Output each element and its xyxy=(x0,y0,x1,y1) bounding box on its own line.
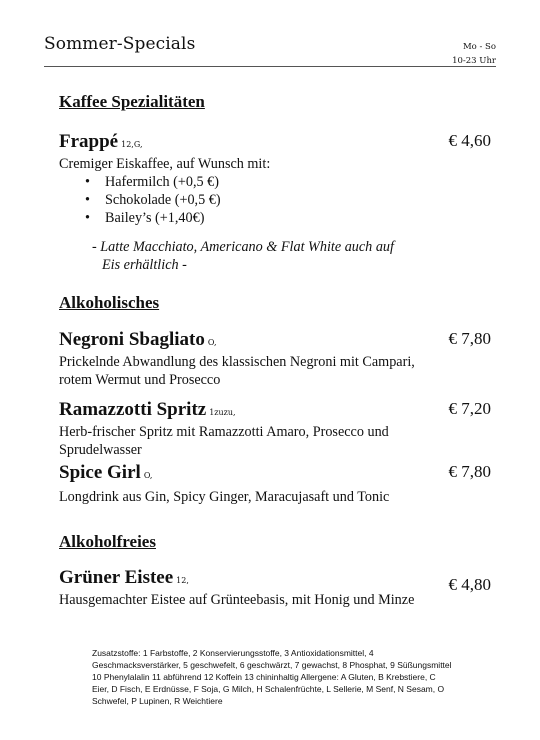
opening-days: Mo - So xyxy=(462,42,496,52)
header-divider xyxy=(44,66,496,67)
menu-item-spice-girl xyxy=(59,462,499,506)
item-name: Spice Girl xyxy=(59,462,141,483)
opening-hours xyxy=(452,40,496,68)
menu-item-eistee xyxy=(59,567,499,609)
menu-item-negroni xyxy=(59,329,499,389)
item-price: € 7,80 xyxy=(448,329,491,348)
item-description: Longdrink aus Gin, Spicy Ginger, Maracujasaft und Tonic xyxy=(59,489,390,505)
availability-note xyxy=(92,238,412,274)
option-list xyxy=(59,173,499,227)
note-line-2: Eis erhältlich - xyxy=(102,257,187,273)
menu-item-ramazzotti xyxy=(59,399,499,459)
item-description: Herb-frischer Spritz mit Ramazzotti Amaro, Prosecco und Sprudelwasser xyxy=(59,424,389,458)
item-price: € 4,60 xyxy=(448,131,491,150)
section-heading-alkoholfrei: Alkoholfreies xyxy=(59,532,156,551)
item-price: € 4,80 xyxy=(448,575,491,594)
menu-title: Sommer-Specials xyxy=(44,34,196,54)
note-line-1: - Latte Macchiato, Americano & Flat White auch auf xyxy=(92,239,394,255)
item-name: Ramazzotti Spritz xyxy=(59,399,207,420)
item-name: Negroni Sbagliato xyxy=(59,329,205,350)
option-item: • Bailey’s (+1,40€) xyxy=(59,209,499,227)
item-price: € 7,20 xyxy=(448,399,491,418)
section-heading-alkohol: Alkoholisches xyxy=(59,293,160,312)
item-name: Frappé xyxy=(59,131,119,152)
item-additives: 1zuzu, xyxy=(209,408,236,417)
item-additives: 12, xyxy=(176,576,189,585)
page-header xyxy=(44,30,496,70)
item-description: Cremiger Eiskaffee, auf Wunsch mit: xyxy=(59,156,271,172)
option-item: • Hafermilch (+0,5 €) xyxy=(59,173,499,191)
item-name: Grüner Eistee xyxy=(59,567,174,588)
item-price: € 7,80 xyxy=(448,462,491,481)
item-additives: O, xyxy=(143,471,153,480)
menu-item-frappe xyxy=(59,131,499,227)
additives-allergens-footnote: Zusatzstoffe: 1 Farbstoffe, 2 Konservierungsstoffe, 3 Antioxidationsmittel, 4 Geschmacksverstärker, 5 geschwefelt, 6 geschwärzt, 7 gewachst, 8 Phosphat, 9 Süßungsmittel 10 Phenylalalin 11 abführend 12 Koffein 13 chininhaltig Allergene: A Gluten, B Krebstiere, C Eier, D Fisch, E Erdnüsse, F Soja, G Milch, H Schalenfrüchte, L Sellerie, M Senf, N Sesam, O Schwefel, P Lupinen, R Weichtiere xyxy=(92,648,452,706)
item-description: Hausgemachter Eistee auf Grünteebasis, mit Honig und Minze xyxy=(59,592,415,608)
option-item: • Schokolade (+0,5 €) xyxy=(59,191,499,209)
item-additives: 12,G, xyxy=(121,140,143,149)
opening-time: 10-23 Uhr xyxy=(452,56,496,66)
section-heading-kaffee: Kaffee Spezialitäten xyxy=(59,92,205,111)
item-description: Prickelnde Abwandlung des klassischen Negroni mit Campari, rotem Wermut und Prosecco xyxy=(59,354,415,388)
item-additives: O, xyxy=(207,338,217,347)
